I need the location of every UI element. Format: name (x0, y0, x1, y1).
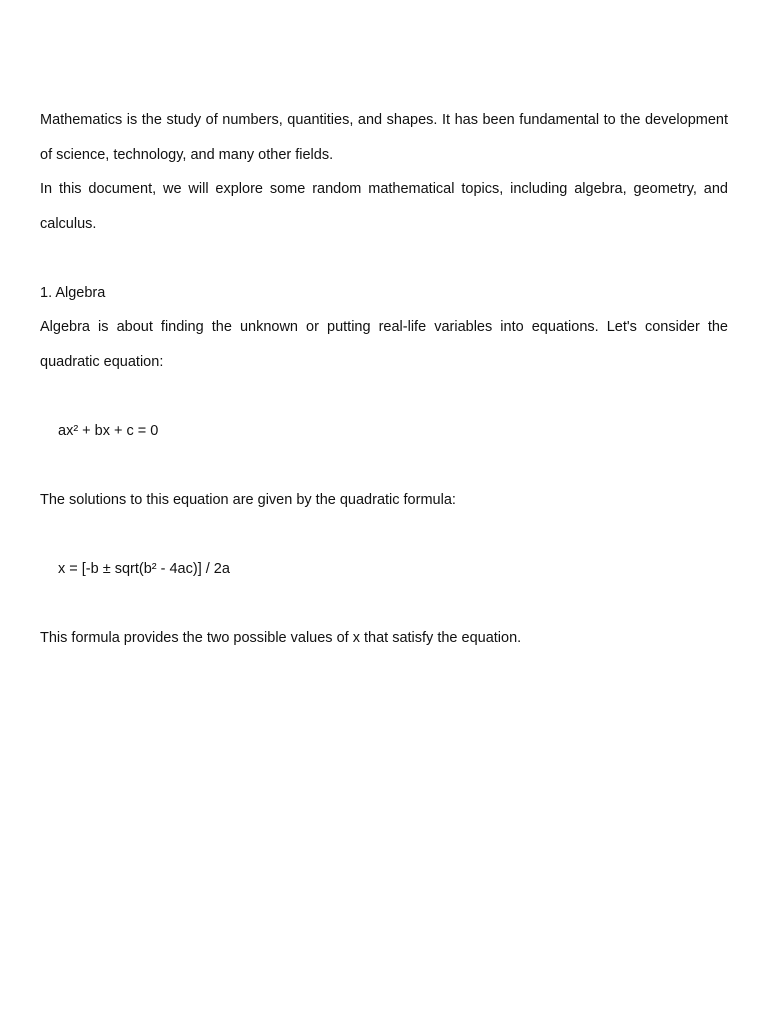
spacer (40, 241, 728, 276)
spacer (40, 517, 728, 552)
algebra-paragraph: Algebra is about finding the unknown or putting real-life variables into equations. Let's consider the quadratic equation: (40, 319, 728, 370)
intro-paragraph-1: Mathematics is the study of numbers, quantities, and shapes. It has been fundamental to the development of science, technology, and many other fields. (40, 112, 728, 163)
section-heading-algebra: 1. Algebra (40, 284, 106, 301)
spacer (40, 379, 728, 414)
spacer (40, 448, 728, 483)
quadratic-equation: ax² + bx + c = 0 (58, 422, 159, 439)
intro-paragraph-2: In this document, we will explore some random mathematical topics, including algebra, geometry, and calculus. (40, 181, 728, 232)
closing-paragraph: This formula provides the two possible values of x that satisfy the equation. (40, 629, 522, 646)
quadratic-formula: x = [-b ± sqrt(b² - 4ac)] / 2a (58, 560, 230, 577)
solutions-paragraph: The solutions to this equation are given by the quadratic formula: (40, 491, 456, 508)
spacer (40, 586, 728, 621)
document-page (40, 103, 728, 655)
